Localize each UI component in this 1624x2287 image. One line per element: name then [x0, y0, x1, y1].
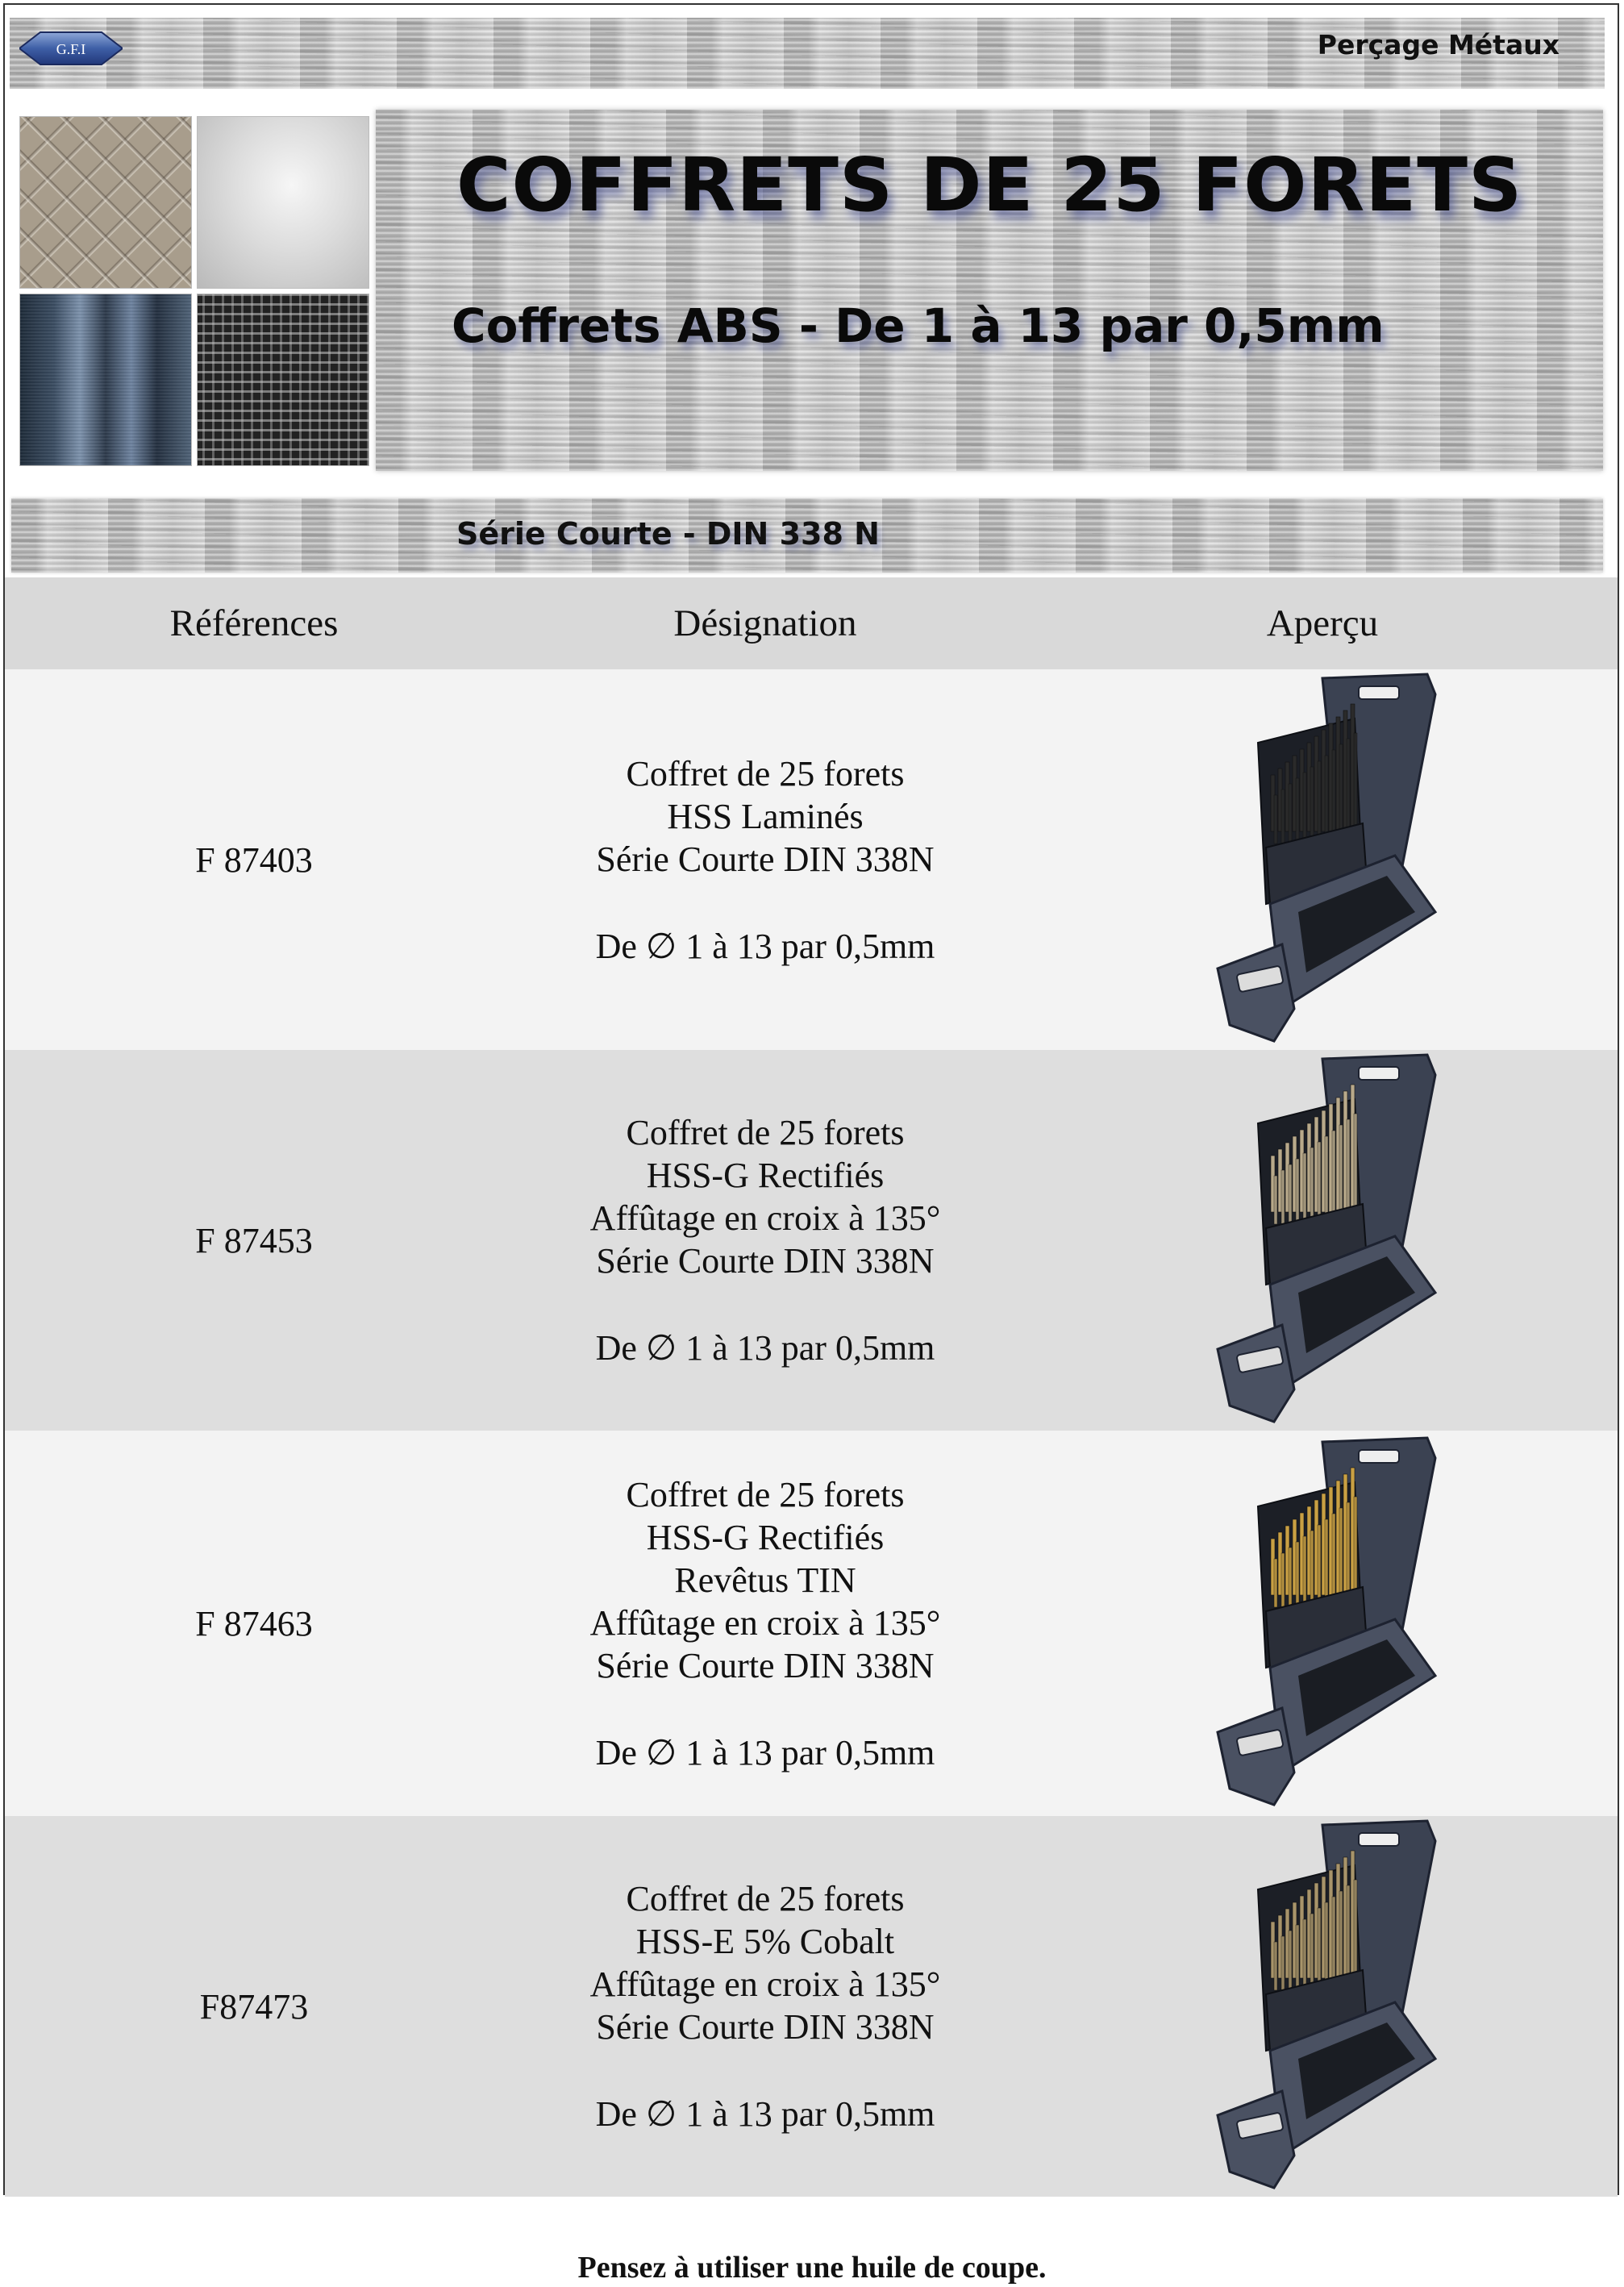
designation-line: Coffret de 25 forets — [626, 1879, 905, 1918]
drill-case-icon — [1193, 1817, 1451, 2196]
designation-line: Série Courte DIN 338N — [596, 2007, 935, 2047]
svg-text:G.F.I: G.F.I — [56, 41, 86, 57]
designation-line: Série Courte DIN 338N — [596, 1645, 935, 1685]
preview-cell — [1027, 669, 1618, 1050]
designation-line: Affûtage en croix à 135° — [589, 1198, 941, 1238]
page-title: COFFRETS DE 25 FORETS — [456, 142, 1523, 228]
designation-line: Série Courte DIN 338N — [596, 839, 935, 879]
designation-line: Affûtage en croix à 135° — [589, 1602, 941, 1643]
reference-cell: F 87463 — [195, 1603, 313, 1643]
size-range: De ∅ 1 à 13 par 0,5mm — [595, 2094, 935, 2134]
designation-line: HSS-G Rectifiés — [646, 1517, 885, 1557]
designation-cell — [503, 669, 1027, 1050]
column-header-references: Références — [169, 602, 339, 644]
series-label: Série Courte - DIN 338 N — [456, 516, 880, 552]
preview-cell — [1027, 1431, 1618, 1816]
drill-case-icon — [1193, 670, 1451, 1049]
column-header-designation: Désignation — [673, 602, 857, 644]
diamond-plate-tile — [19, 116, 192, 289]
table-row — [5, 1816, 1618, 2197]
reference-cell: F 87403 — [195, 839, 313, 880]
size-range: De ∅ 1 à 13 par 0,5mm — [595, 926, 935, 966]
table-body — [5, 669, 1618, 2197]
drill-case-icon — [1193, 1434, 1451, 1813]
table-row — [5, 669, 1618, 1050]
steel-tile — [19, 294, 192, 466]
drill-case-icon — [1193, 1051, 1451, 1430]
table-row — [5, 1431, 1618, 1816]
table-row — [5, 1050, 1618, 1431]
footer-note: Pensez à utiliser une huile de coupe. — [577, 2251, 1047, 2285]
designation-line: HSS-E 5% Cobalt — [635, 1922, 895, 1961]
column-header-preview: Aperçu — [1266, 602, 1379, 644]
preview-cell — [1027, 1050, 1618, 1431]
mesh-tile — [197, 294, 369, 466]
designation-line: Coffret de 25 forets — [626, 1474, 905, 1514]
page-subtitle: Coffrets ABS - De 1 à 13 par 0,5mm — [452, 298, 1385, 353]
designation-cell — [503, 1431, 1027, 1816]
brushed-metal-tile — [197, 116, 369, 289]
designation-line: Affûtage en croix à 135° — [589, 1964, 941, 2004]
table-header — [5, 577, 1618, 669]
reference-cell: F 87453 — [195, 1220, 313, 1260]
designation-line: Revêtus TIN — [674, 1560, 856, 1600]
designation-cell — [503, 1050, 1027, 1431]
designation-line: Coffret de 25 forets — [626, 1113, 905, 1152]
size-range: De ∅ 1 à 13 par 0,5mm — [595, 1328, 935, 1368]
product-table — [5, 577, 1618, 2197]
size-range: De ∅ 1 à 13 par 0,5mm — [595, 1732, 935, 1773]
designation-line: HSS-G Rectifiés — [646, 1156, 885, 1195]
reference-cell: F87473 — [199, 1986, 309, 2027]
designation-line: HSS Laminés — [667, 796, 864, 836]
section-label: Perçage Métaux — [1317, 29, 1559, 60]
gfi-logo-icon — [19, 31, 123, 66]
designation-line: Série Courte DIN 338N — [596, 1241, 935, 1281]
designation-cell — [503, 1816, 1027, 2197]
preview-cell — [1027, 1816, 1618, 2197]
designation-line: Coffret de 25 forets — [626, 753, 905, 794]
